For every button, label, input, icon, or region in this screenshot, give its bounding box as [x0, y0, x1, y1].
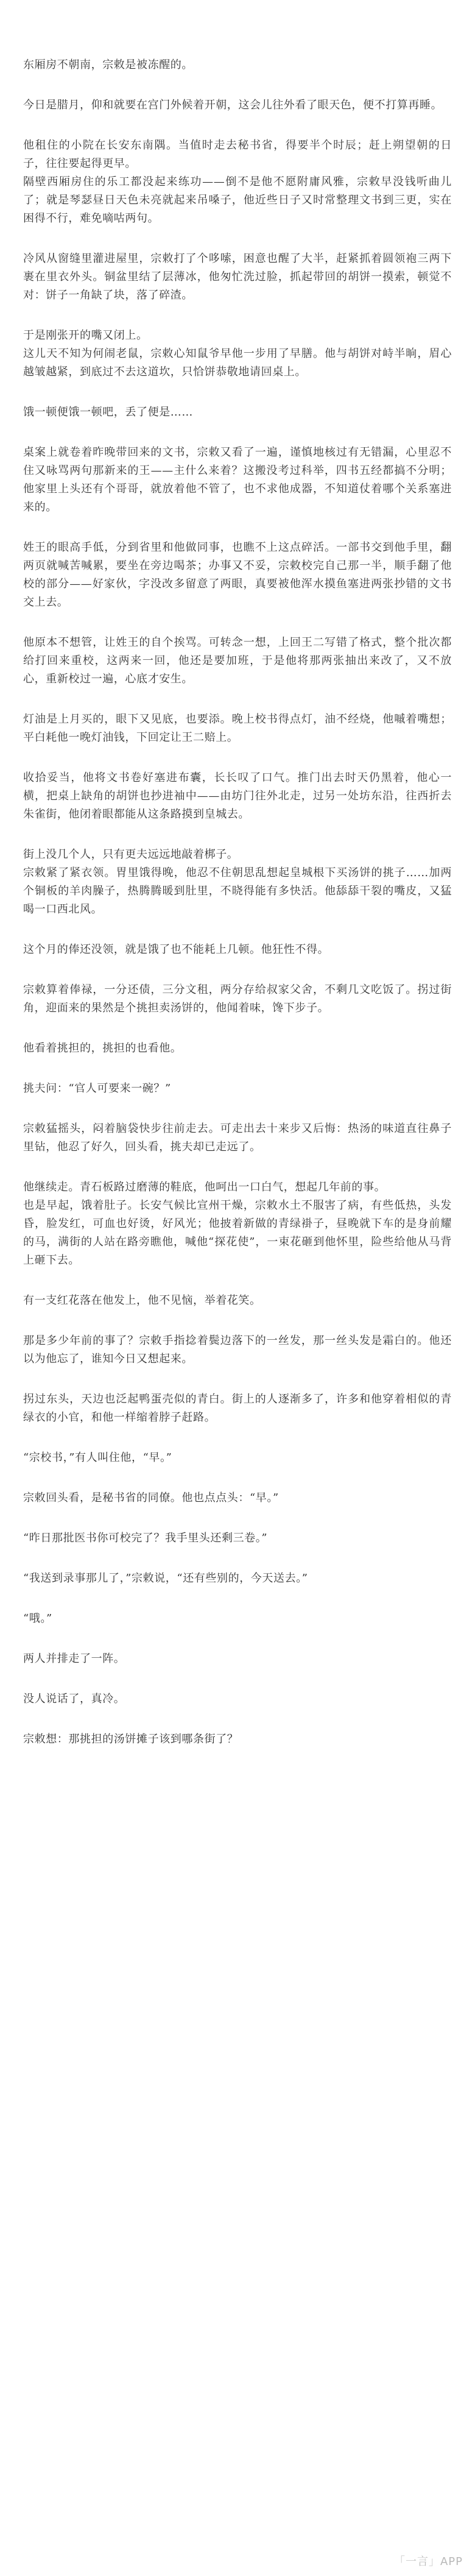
- paragraph: “宗校书，”有人叫住他，“早。”: [23, 1451, 172, 1464]
- paragraph: 挑夫问：“官人可要来一碗？”: [23, 1082, 171, 1095]
- paragraph: 收拾妥当，他将文书卷好塞进布囊，长长叹了口气。推门出去时天仍黑着，他心一横，把桌上缺角的胡饼也抄进袖中——由坊门往外北走，过另一处坊东沿，往西折去朱雀街，他闭着眼都能从这条路摸到皇城去。: [23, 771, 452, 821]
- paragraph: 宗敕算着俸禄，一分还债，三分文租，两分存给叔家父舍，不剩几文吃饭了。拐过街角，迎面来的果然是个挑担卖汤饼的，他闻着味，馋下步子。: [23, 983, 452, 1014]
- paragraph: “昨日那批医书你可校完了？我手里头还剩三卷。”: [23, 1532, 268, 1545]
- paragraph: 今日是腊月，仰和就要在宫门外候着开朝，这会儿往外看了眼天色，便不打算再睡。: [23, 99, 443, 111]
- paragraph: 姓王的眼高手低，分到省里和他做同事，也瞧不上这点碎活。一部书交到他手里，翻两页就喊苦喊累，要坐在旁边喝茶；办事又不妥，宗敕校完自己那一半，顺手翻了他校的部分——好家伙，字没改多留意了两眼，真要被他浑水摸鱼塞进两张抄错的文书交上去。: [23, 541, 452, 609]
- paragraph: 有一支红花落在他发上，他不见恼，举着花笑。: [23, 1294, 261, 1307]
- paragraph: 饿一顿便饿一顿吧，丢了便是……: [23, 406, 193, 419]
- paragraph: 宗敕猛摇头，闷着脑袋快步往前走去。可走出去十来步又后悔：热汤的味道直往鼻子里钻，他忍了好久，回头看，挑夫却已走远了。: [23, 1122, 452, 1153]
- paragraph: 他继续走。青石板路过磨薄的鞋底，他呵出一口白气，想起几年前的事。 也是早起，饿着肚子。长安气候比宣州干燥，宗敕水土不服害了病，有些低热，头发昏，脸发红，可血也好烫，好风光；他披着新做的青绿褂子，昼晚就下车的是身前耀的马，满街的人站在路旁瞧他，喊他“探花使”，一束花砸到他怀里，险些给他从马背上砸下去。: [23, 1181, 452, 1267]
- paragraph: 他原本不想管，让姓王的自个挨骂。可转念一想，上回王二写错了格式，整个批次都给打回来重校，这两来一回，他还是要加班，于是他将那两张抽出来改了，又不放心，重新校过一遍，心底才安生。: [23, 636, 452, 685]
- paragraph: 冷风从窗缝里灌进屋里，宗敕打了个哆嗦，困意也醒了大半，赶紧抓着圆领袍三两下裹在里衣外头。铜盆里结了层薄冰，他匆忙洗过脸，抓起带回的胡饼一摸索，顿觉不对：饼子一角缺了块，落了碎渣。: [23, 252, 452, 302]
- paragraph: 于是刚张开的嘴又闭上。 这儿天不知为何闹老鼠，宗敕心知鼠爷早他一步用了早膳。他与胡饼对峙半晌，眉心越皱越紧，到底过不去这道坎，只恰饼恭敬地请回桌上。: [23, 329, 452, 378]
- paragraph: 桌案上就卷着昨晚带回来的文书，宗敕又看了一遍，谨慎地核过有无错漏，心里忍不住又咏骂两句那新来的王——主什么来着？这搬没考过科举，四书五经都搞不分明；他家里上头还有个哥哥，就放着他不管了，也不求他成器，不知道仗着哪个关系塞进来的。: [23, 446, 452, 514]
- paragraph: 没人说话了，真冷。: [23, 1693, 125, 1705]
- paragraph: 他租住的小院在长安东南隅。当值时走去秘书省，得要半个时辰；赶上朔望朝的日子，往往要起得更早。 隔壁西厢房住的乐工都没起来练功——倒不是他不愿附庸风雅，宗敕早没钱听曲儿了；就是琴瑟昼日天色未亮就起来吊嗓子，他近些日子又时常整理文书到三更，实在困得不行，难免嘀咕两句。: [23, 139, 452, 225]
- paragraph: 宗敕想：那挑担的汤饼摊子该到哪条街了？: [23, 1733, 239, 1746]
- paragraph: 灯油是上月买的，眼下又见底，也要添。晚上校书得点灯，油不经烧，他嘁着嘴想；平白耗他一晚灯油钱，下回定让王二赔上。: [23, 713, 452, 744]
- paragraph: 拐过东头，天边也泛起鸭蛋壳似的青白。街上的人逐渐多了，许多和他穿着相似的青绿衣的小官，和他一样缩着脖子赶路。: [23, 1393, 452, 1424]
- paragraph: 宗敕回头看，是秘书省的同僚。他也点点头：“早。”: [23, 1491, 279, 1504]
- paragraph: 他看着挑担的，挑担的也看他。: [23, 1042, 182, 1055]
- paragraph: “我送到录事那儿了，”宗敕说，“还有些别的，今天送去。”: [23, 1572, 308, 1585]
- paragraph: “哦。”: [23, 1612, 52, 1625]
- app-watermark: 「一言」APP: [393, 2555, 463, 2568]
- paragraph: 这个月的俸还没领，就是饿了也不能耗上几顿。他狂性不得。: [23, 943, 329, 956]
- paragraph: 东厢房不朝南，宗敕是被冻醒的。: [23, 58, 193, 71]
- paragraph: 两人并排走了一阵。: [23, 1652, 125, 1665]
- paragraph: 那是多少年前的事了？宗敕手指捻着鬓边落下的一丝发，那一丝头发是霜白的。他还以为他忘了，谁知今日又想起来。: [23, 1334, 452, 1365]
- paragraph: 街上没几个人，只有更夫远远地敲着梆子。 宗敕紧了紧衣领。胃里饿得晚，他忍不住朝思乱想起皇城根下买汤饼的挑子……加两个铜板的羊肉臊子，热腾腾暖到肚里，不晓得能有多快活。他舔舔干裂的嘴皮，又猛喝一口西北风。: [23, 848, 452, 916]
